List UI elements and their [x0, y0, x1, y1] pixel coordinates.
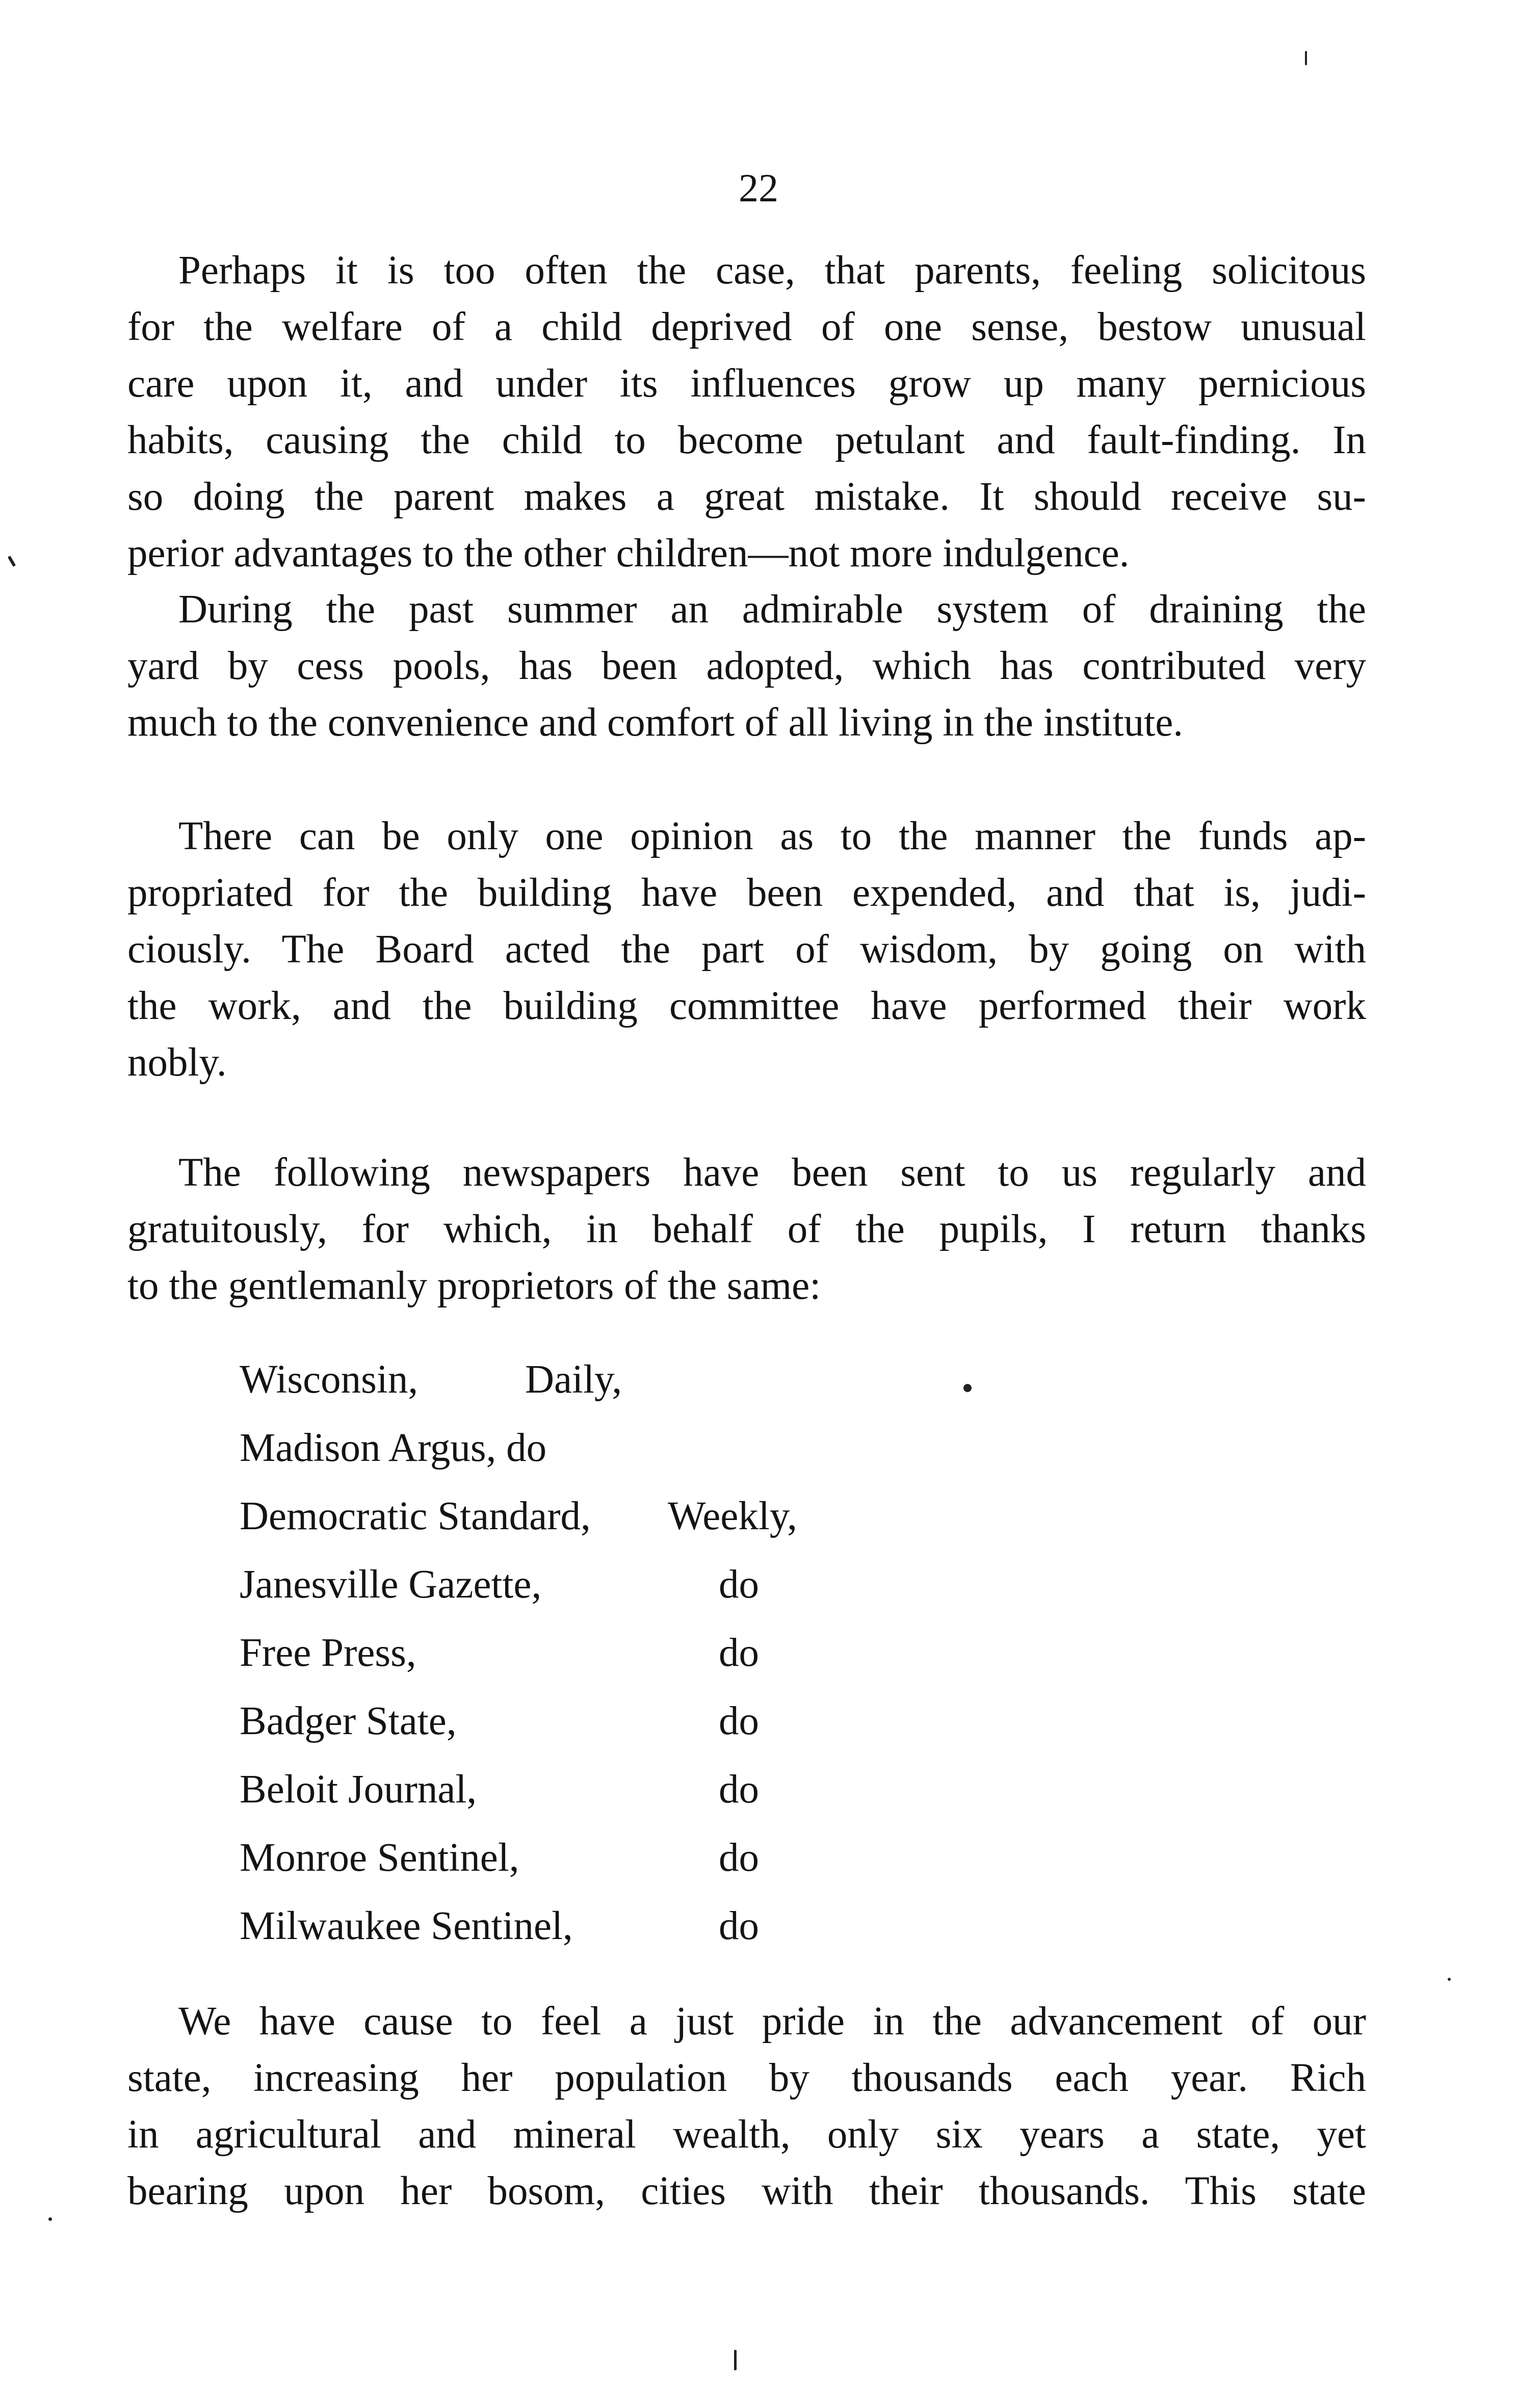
scan-speck — [734, 2350, 737, 2370]
text-line: yard by cess pools, has been adopted, which has contributed very — [127, 644, 1366, 688]
text-line: There can be only one opinion as to the manner the funds ap- — [178, 814, 1366, 858]
newspaper-name: Janesville Gazette, — [240, 1562, 542, 1607]
list-item — [240, 1824, 1004, 1892]
paragraph-parental-care — [127, 242, 1366, 582]
text-line: to the gentlemanly proprietors of the same: — [127, 1264, 821, 1308]
text-line: the work, and the building committee have performed their work — [127, 984, 1366, 1028]
paragraph-drainage — [127, 581, 1366, 751]
text-line: state, increasing her population by thousands each year. Rich — [127, 2056, 1366, 2100]
newspaper-frequency: do — [719, 1836, 759, 1880]
scan-speck — [1448, 1978, 1451, 1981]
newspaper-frequency: do — [719, 1562, 759, 1607]
text-line: Perhaps it is too often the case, that parents, feeling solicitous — [178, 248, 1366, 293]
scan-speck — [8, 556, 16, 567]
page-number: 22 — [739, 166, 778, 210]
text-line: gratuitously, for which, in behalf of the pupils, I return thanks — [127, 1207, 1366, 1251]
list-item — [240, 1687, 1004, 1756]
newspaper-name: Milwaukee Sentinel, — [240, 1904, 573, 1948]
text-line: ciously. The Board acted the part of wisdom, by going on with — [127, 927, 1366, 972]
newspaper-frequency: Weekly, — [668, 1494, 797, 1538]
text-line: for the welfare of a child deprived of one sense, bestow unusual — [127, 305, 1366, 349]
newspaper-name: Badger State, — [240, 1699, 457, 1743]
list-item — [240, 1482, 1004, 1551]
newspaper-frequency: do — [719, 1767, 759, 1812]
newspaper-frequency: do — [719, 1699, 759, 1743]
newspaper-name: Democratic Standard, — [240, 1494, 591, 1538]
newspaper-name: Monroe Sentinel, — [240, 1836, 519, 1880]
paragraph-building-funds — [127, 808, 1366, 1091]
text-line: perior advantages to the other children—not more indulgence. — [127, 531, 1130, 575]
newspaper-name: Madison Argus, do — [240, 1426, 547, 1470]
text-line: During the past summer an admirable system of draining the — [178, 587, 1366, 632]
list-item — [240, 1414, 1004, 1482]
list-item — [240, 1551, 1004, 1619]
paragraph-newspapers-intro — [127, 1144, 1366, 1314]
list-item — [240, 1892, 1004, 1960]
newspaper-frequency: Daily, — [525, 1357, 622, 1402]
text-line: habits, causing the child to become petulant and fault-finding. In — [127, 418, 1366, 462]
text-line: much to the convenience and comfort of all living in the institute. — [127, 700, 1184, 745]
newspaper-frequency: do — [719, 1631, 759, 1675]
text-line: nobly. — [127, 1040, 227, 1085]
paragraph-state-pride — [127, 1993, 1366, 2219]
newspaper-name: Free Press, — [240, 1631, 416, 1675]
text-line: so doing the parent makes a great mistake. It should receive su- — [127, 475, 1366, 519]
newspaper-frequency: do — [719, 1904, 759, 1948]
text-line: in agricultural and mineral wealth, only six years a state, yet — [127, 2112, 1366, 2157]
list-item — [240, 1346, 1004, 1414]
text-line: propriated for the building have been expended, and that is, judi- — [127, 871, 1366, 915]
scan-speck — [48, 2217, 52, 2221]
newspaper-name: Beloit Journal, — [240, 1767, 477, 1812]
text-line: We have cause to feel a just pride in the advancement of our — [178, 1999, 1366, 2044]
text-line: care upon it, and under its influences grow up many pernicious — [127, 361, 1366, 406]
newspaper-list — [240, 1346, 1004, 1960]
scan-speck — [1305, 51, 1307, 65]
list-item — [240, 1619, 1004, 1687]
list-item — [240, 1756, 1004, 1824]
newspaper-name: Wisconsin, — [240, 1357, 419, 1402]
text-line: bearing upon her bosom, cities with their thousands. This state — [127, 2169, 1366, 2213]
text-line: The following newspapers have been sent to us regularly and — [178, 1150, 1366, 1195]
scan-speck — [963, 1384, 972, 1392]
